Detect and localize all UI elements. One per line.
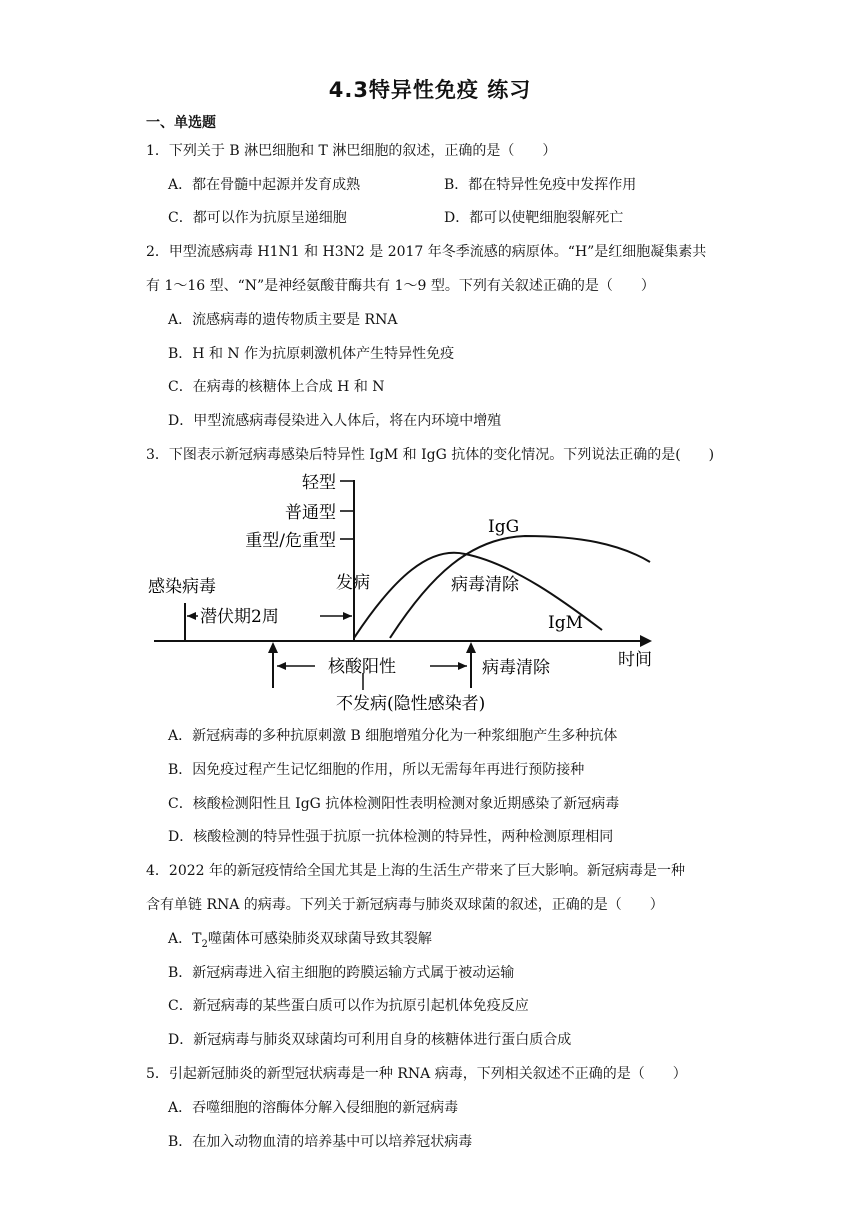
q1-option-d: D．都可以使靶细胞裂解死亡 [444, 210, 624, 226]
label-igg: IgG [488, 517, 520, 537]
latent-arrowhead-right [343, 612, 352, 620]
section-heading: 一、单选题 [146, 115, 216, 131]
q4-option-a [168, 930, 432, 954]
q5-stem: 5．引起新冠肺炎的新型冠状病毒是一种 RNA 病毒，下列相关叙述不正确的是（ ） [146, 1066, 687, 1082]
label-light: 轻型 [302, 473, 336, 493]
label-clear-mid: 病毒清除 [451, 575, 519, 595]
nucleic-arrowhead-left [277, 662, 286, 670]
q2-option-b: B．H 和 N 作为抗原刺激机体产生特异性免疫 [168, 346, 455, 362]
q2-option-c: C．在病毒的核糖体上合成 H 和 N [168, 379, 385, 395]
q3-stem: 3．下图表示新冠病毒感染后特异性 IgM 和 IgG 抗体的变化情况。下列说法正确的是( ) [146, 447, 715, 463]
label-common: 普通型 [285, 503, 336, 523]
label-onset: 发病 [336, 573, 370, 593]
q4-option-d: D．新冠病毒与肺炎双球菌均可利用自身的核糖体进行蛋白质合成 [168, 1032, 572, 1048]
q2-stem-line1: 2．甲型流感病毒 H1N1 和 H3N2 是 2017 年冬季流感的病原体。“H”是红细胞凝集素共 [146, 244, 707, 260]
clear-arrowhead [466, 642, 476, 653]
q4-stem-line2: 含有单链 RNA 的病毒。下列关于新冠病毒与肺炎双球菌的叙述，正确的是（ ） [146, 897, 664, 913]
q1-option-a: A．都在骨髓中起源并发育成熟 [168, 177, 361, 193]
latent-arrowhead-left [187, 612, 196, 620]
q4-stem-line1: 4．2022 年的新冠疫情给全国尤其是上海的生活生产带来了巨大影响。新冠病毒是一种 [146, 863, 685, 879]
page-title: 4.3特异性免疫 练习 [328, 78, 532, 102]
q1-option-c: C．都可以作为抗原呈递细胞 [168, 210, 347, 226]
q3-option-c: C．核酸检测阳性且 IgG 抗体检测阳性表明检测对象近期感染了新冠病毒 [168, 796, 620, 812]
label-nucleic: 核酸阳性 [328, 657, 396, 677]
label-severe: 重型/危重型 [245, 531, 336, 551]
label-latent: 潜伏期2周 [200, 607, 279, 627]
label-igm: IgM [548, 613, 584, 633]
label-time: 时间 [618, 650, 652, 670]
q3-option-d: D．核酸检测的特异性强于抗原一抗体检测的特异性，两种检测原理相同 [168, 829, 614, 845]
q4-option-b: B．新冠病毒进入宿主细胞的跨膜运输方式属于被动运输 [168, 965, 515, 981]
q5-option-b: B．在加入动物血清的培养基中可以培养冠状病毒 [168, 1134, 473, 1150]
label-clear-axis: 病毒清除 [482, 658, 550, 678]
label-infect: 感染病毒 [148, 577, 216, 597]
nucleic-arrowhead-right [458, 662, 467, 670]
q5-option-a: A．吞噬细胞的溶酶体分解入侵细胞的新冠病毒 [168, 1100, 459, 1116]
label-nodisease: 不发病(隐性感染者) [336, 694, 486, 714]
q2-option-a: A．流感病毒的遗传物质主要是 RNA [168, 312, 398, 328]
antibody-figure [140, 466, 680, 720]
q2-stem-line2: 有 1～16 型、“N”是神经氨酸苷酶共有 1～9 型。下列有关叙述正确的是（ ） [146, 278, 655, 294]
q4-option-a-prefix: A．T [168, 931, 202, 947]
nucleic-start-arrowhead [268, 642, 278, 653]
q2-option-d: D．甲型流感病毒侵染进入人体后，将在内环境中增殖 [168, 413, 502, 429]
q4-option-a-text: 噬菌体可感染肺炎双球菌导致其裂解 [207, 931, 432, 947]
q1-option-b: B．都在特异性免疫中发挥作用 [444, 177, 637, 193]
q4-option-c: C．新冠病毒的某些蛋白质可以作为抗原引起机体免疫反应 [168, 998, 529, 1014]
time-axis-arrowhead [640, 635, 652, 647]
igg-curve [390, 536, 650, 638]
q4-option-a-subscript: 2 [201, 938, 208, 950]
q3-option-a: A．新冠病毒的多种抗原刺激 B 细胞增殖分化为一种浆细胞产生多种抗体 [168, 728, 618, 744]
q3-option-b: B．因免疫过程产生记忆细胞的作用，所以无需每年再进行预防接种 [168, 762, 585, 778]
q1-stem: 1．下列关于 B 淋巴细胞和 T 淋巴细胞的叙述，正确的是（ ） [146, 143, 557, 159]
